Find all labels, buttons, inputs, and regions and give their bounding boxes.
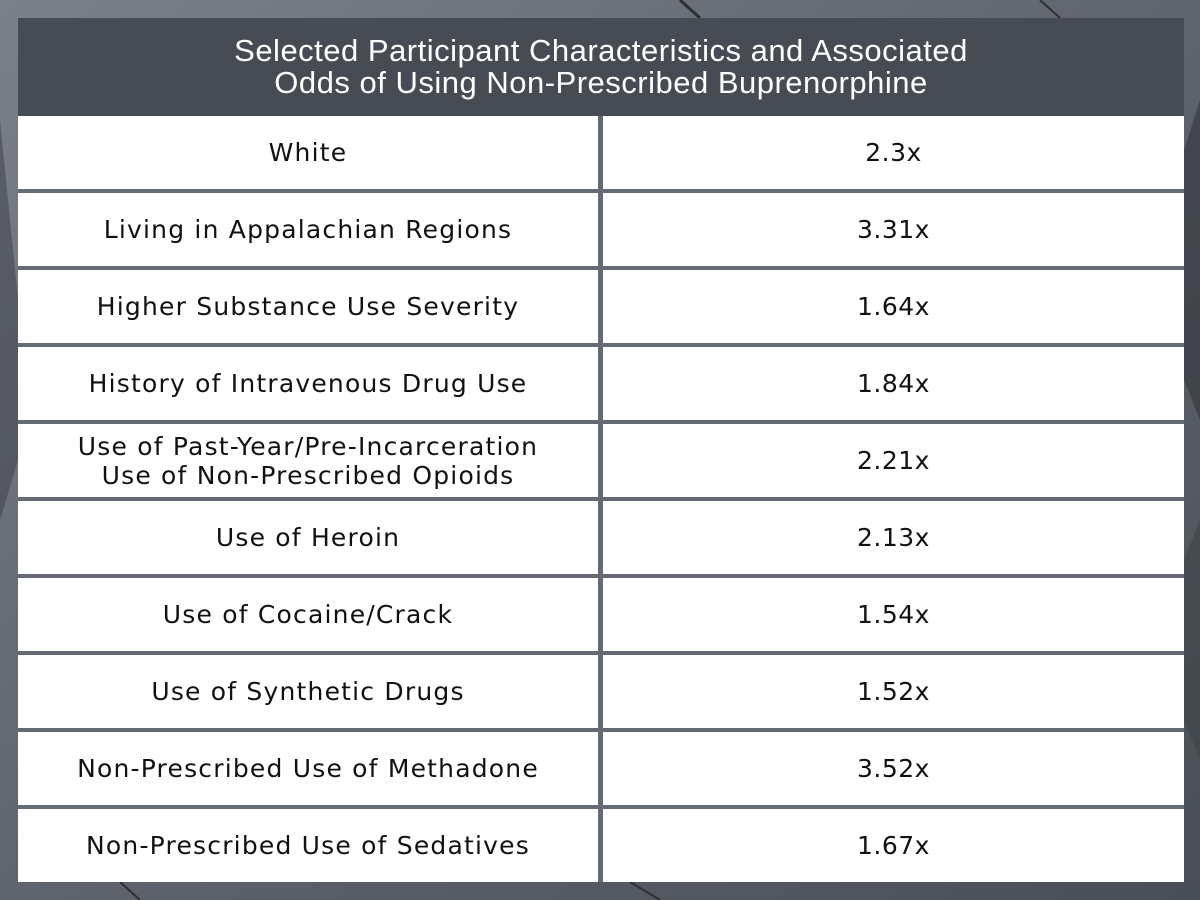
table-title-line-1: Selected Participant Characteristics and Associated bbox=[234, 33, 968, 68]
characteristic-cell bbox=[18, 191, 601, 268]
table-row bbox=[18, 345, 1184, 422]
odds-value-label: 3.52x bbox=[857, 754, 930, 783]
table-row bbox=[18, 116, 1184, 191]
odds-table bbox=[18, 116, 1184, 882]
odds-value-cell bbox=[601, 422, 1185, 499]
characteristic-label: Non-Prescribed Use of Sedatives bbox=[86, 831, 530, 860]
characteristic-label: Non-Prescribed Use of Methadone bbox=[77, 754, 539, 783]
odds-value-cell bbox=[601, 345, 1185, 422]
characteristic-cell bbox=[18, 576, 601, 653]
characteristic-label: History of Intravenous Drug Use bbox=[88, 369, 528, 398]
characteristic-label: Higher Substance Use Severity bbox=[96, 292, 520, 321]
odds-value-label: 1.64x bbox=[857, 292, 930, 321]
odds-value-label: 3.31x bbox=[857, 215, 930, 244]
characteristic-label: Use of Past-Year/Pre-Incarceration Use of Non-Prescribed Opioids bbox=[77, 431, 539, 490]
characteristic-label: Use of Cocaine/Crack bbox=[162, 600, 454, 629]
odds-value-cell bbox=[601, 653, 1185, 730]
table-row bbox=[18, 807, 1184, 882]
odds-value-cell bbox=[601, 499, 1185, 576]
odds-value-cell bbox=[601, 268, 1185, 345]
characteristic-label: White bbox=[268, 138, 348, 167]
table-title-line-2: Odds of Using Non-Prescribed Buprenorphine bbox=[274, 65, 928, 100]
odds-value-label: 1.67x bbox=[857, 831, 930, 860]
characteristic-label: Living in Appalachian Regions bbox=[103, 215, 513, 244]
table-row bbox=[18, 499, 1184, 576]
odds-value-cell bbox=[601, 576, 1185, 653]
odds-value-label: 2.3x bbox=[865, 138, 922, 167]
odds-value-cell bbox=[601, 191, 1185, 268]
odds-value-label: 1.54x bbox=[857, 600, 930, 629]
characteristic-cell bbox=[18, 422, 601, 499]
characteristic-cell bbox=[18, 268, 601, 345]
table-row bbox=[18, 268, 1184, 345]
table-row bbox=[18, 576, 1184, 653]
characteristic-cell bbox=[18, 116, 601, 191]
characteristic-cell bbox=[18, 653, 601, 730]
odds-value-cell bbox=[601, 730, 1185, 807]
characteristic-label: Use of Heroin bbox=[215, 523, 401, 552]
characteristic-cell bbox=[18, 807, 601, 882]
odds-value-label: 2.13x bbox=[857, 523, 930, 552]
characteristic-label: Use of Synthetic Drugs bbox=[151, 677, 465, 706]
odds-value-label: 2.21x bbox=[857, 446, 930, 475]
table-row bbox=[18, 653, 1184, 730]
characteristic-cell bbox=[18, 730, 601, 807]
odds-value-label: 1.84x bbox=[857, 369, 930, 398]
table-title bbox=[18, 18, 1184, 116]
odds-value-label: 1.52x bbox=[857, 677, 930, 706]
table-row bbox=[18, 191, 1184, 268]
odds-table-card bbox=[18, 18, 1184, 882]
table-row bbox=[18, 422, 1184, 499]
odds-value-cell bbox=[601, 807, 1185, 882]
characteristic-cell bbox=[18, 499, 601, 576]
odds-value-cell bbox=[601, 116, 1185, 191]
characteristic-cell bbox=[18, 345, 601, 422]
table-row bbox=[18, 730, 1184, 807]
odds-table-body bbox=[18, 116, 1184, 882]
